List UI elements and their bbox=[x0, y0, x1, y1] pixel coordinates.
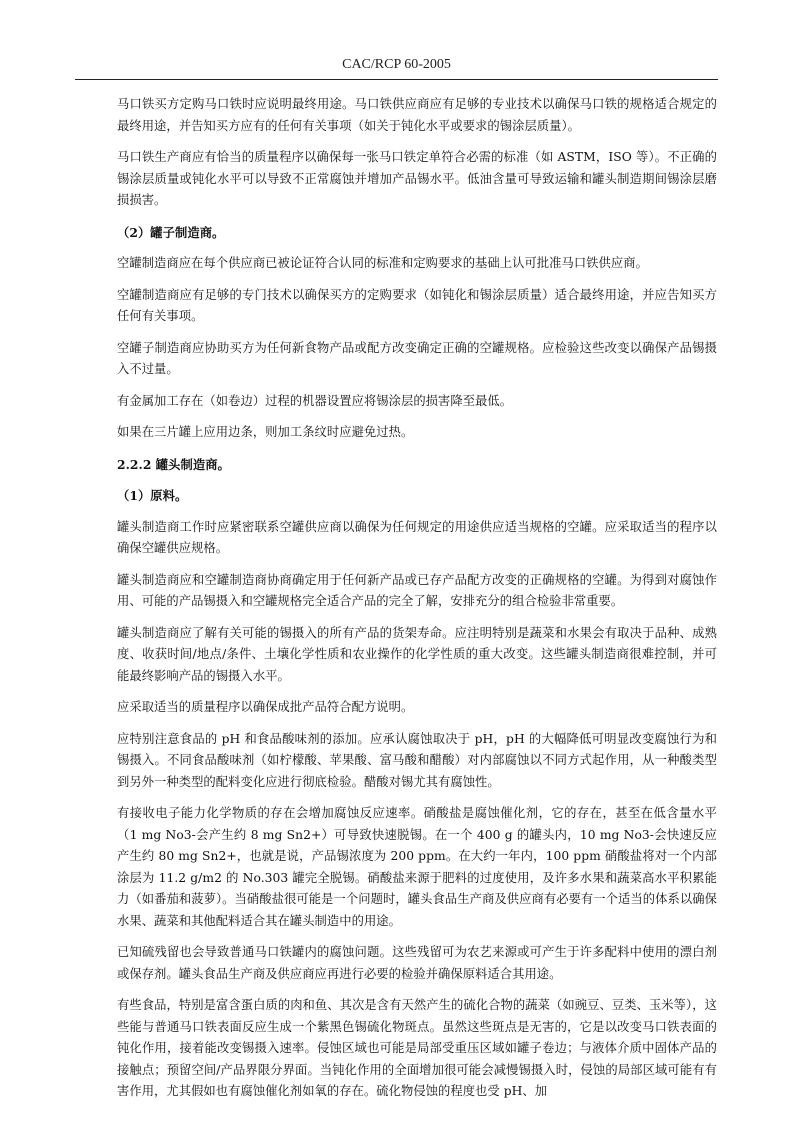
document-code: CAC/RCP 60-2005 bbox=[342, 57, 451, 72]
page-body bbox=[117, 94, 717, 1113]
paragraph: 空罐子制造商应协助买方为任何新食物产品或配方改变确定正确的空罐规格。应检验这些改变以确保产品锡摄入不过量。 bbox=[117, 340, 717, 376]
section-heading: 2.2.2 罐头制造商。 bbox=[117, 456, 230, 472]
paragraph: 马口铁买方定购马口铁时应说明最终用途。马口铁供应商应有足够的专业技术以确保马口铁的规格适合规定的最终用途，并告知买方应有的任何有关事项（如关于钝化水平或要求的锡涂层质量）。 bbox=[117, 97, 717, 133]
section-heading: （2）罐子制造商。 bbox=[117, 224, 225, 240]
paragraph: 如果在三片罐上应用边条，则加工条纹时应避免过热。 bbox=[117, 425, 414, 439]
subsection-heading: （1）原料。 bbox=[117, 488, 188, 503]
paragraph: 有些食品，特别是富含蛋白质的肉和鱼、其次是含有天然产生的硫化合物的蔬菜（如豌豆、豆类、玉米等），这些能与普通马口铁表面反应生成一个紫黑色锡硫化物斑点。虽然这些斑点是无害的，它是以改变马口铁表面的钝化作用，接着能改变锡摄入速率。侵蚀区域也可能是局部受重压区域如罐子卷边；与液体介质中固体产品的接触点；预留空间/产品界限分界面。当钝化作用的全面增加很可能会减慢锡摄入时，侵蚀的局部区域可能有有害作用，尤其假如也有腐蚀催化剂如氧的存在。硫化物侵蚀的程度也受 pH、加 bbox=[117, 998, 717, 1098]
paragraph: 罐头制造商工作时应紧密联系空罐供应商以确保为任何规定的用途供应适当规格的空罐。应采取适当的程序以确保空罐供应规格。 bbox=[117, 519, 717, 555]
paragraph: 有金属加工存在（如卷边）过程的机器设置应将锡涂层的损害降至最低。 bbox=[117, 393, 513, 408]
header-rule bbox=[75, 79, 718, 80]
paragraph: 马口铁生产商应有恰当的质量程序以确保每一张马口铁定单符合必需的标准（如 ASTM，ISO 等）。不正确的锡涂层质量或钝化水平可以导致不正常腐蚀并增加产品锡水平。低油含量可导致运输和罐头制造期间锡涂层磨损损害。 bbox=[117, 150, 717, 207]
paragraph-nitrate: 有接收电子能力化学物质的存在会增加腐蚀反应速率。硝酸盐是腐蚀催化剂，它的存在，甚至在低含量水平（1 mg No3-会产生约 8 mg Sn2+）可导致快速脱锡。在一个 400 g 的罐头内，10 mg No3-会快速反应产生约 80 mg Sn2+，也就是说，产品锡浓度为 200 ppm。在大约一年内，100 ppm 硝酸盐将对一个内部涂层为 11.2 g/m2 的 No.303 罐完全脱锡。硝酸盐来源于肥料的过度使用，及许多水果和蔬菜高水平积累能力（如番茄和菠萝）。当硝酸盐很可能是一个问题时，罐头食品生产商及供应商有必要有一个适当的体系以确保水果、蔬菜和其他配料适合其在罐头制造中的用途。 bbox=[117, 806, 717, 928]
paragraph: 空罐制造商应有足够的专门技术以确保买方的定购要求（如钝化和锡涂层质量）适合最终用途，并应告知买方任何有关事项。 bbox=[117, 287, 717, 323]
paragraph: 罐头制造商应和空罐制造商协商确定用于任何新产品或已存产品配方改变的正确规格的空罐。为得到对腐蚀作用、可能的产品锡摄入和空罐规格完全适合产品的完全了解，安排充分的组合检验非常重要。 bbox=[117, 572, 717, 608]
paragraph: 空罐制造商应在每个供应商已被论证符合认同的标准和定购要求的基础上认可批准马口铁供应商。 bbox=[117, 256, 648, 270]
paragraph: 已知硫残留也会导致普通马口铁罐内的腐蚀问题。这些残留可为农艺来源或可产生于许多配料中使用的漂白剂或保存剂。罐头食品生产商及供应商应再进行必要的检验并确保原料适合其用途。 bbox=[117, 945, 717, 981]
paragraph: 应采取适当的质量程序以确保成批产品符合配方说明。 bbox=[117, 700, 414, 714]
paragraph: 应特别注意食品的 pH 和食品酸味剂的添加。应承认腐蚀取决于 pH，pH 的大幅降低可明显改变腐蚀行为和锡摄入。不同食品酸味剂（如柠檬酸、苹果酸、富马酸和醋酸）对内部腐蚀以不同方式起作用，从一种酸类型到另外一种类型的配料变化应进行彻底检验。醋酸对锡尤其有腐蚀性。 bbox=[117, 731, 717, 789]
paragraph: 罐头制造商应了解有关可能的锡摄入的所有产品的货架寿命。应注明特别是蔬菜和水果会有取决于品种、成熟度、收获时间/地点/条件、土壤化学性质和农业操作的化学性质的重大改变。这些罐头制造商很难控制，并可能最终影响产品的锡摄入水平。 bbox=[117, 625, 717, 683]
